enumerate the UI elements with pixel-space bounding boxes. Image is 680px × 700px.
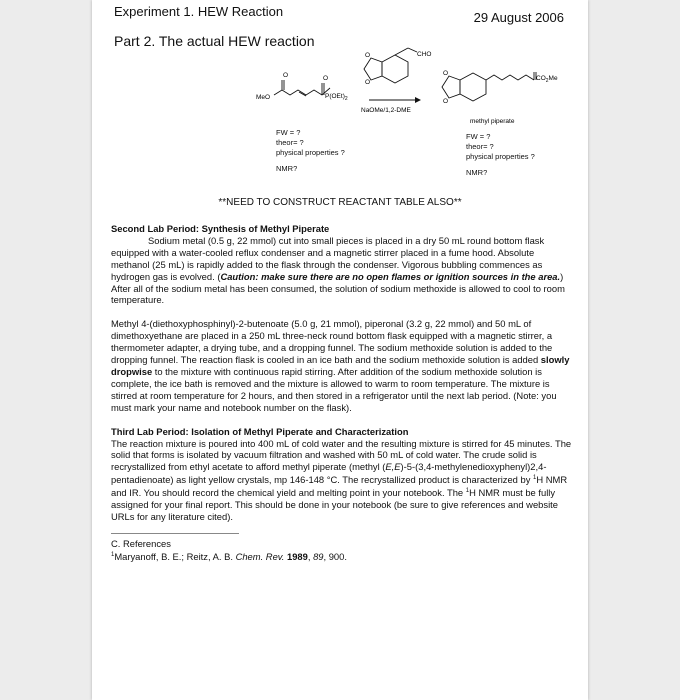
third-period-heading: Third Lab Period: Isolation of Methyl Piperate and Characterization (111, 425, 409, 437)
svg-text:O: O (365, 52, 371, 59)
aldehyde-cho: CHO (417, 51, 432, 58)
aldehyde-dioxole (364, 58, 382, 80)
paragraph-reaction-setup: Methyl 4-(diethoxyphosphinyl)-2-butenoate (5.0 g, 21 mmol), piperonal (3.2 g, 22 mmol) and 50 mL of dimethoxyethane are placed in a 250 mL three-neck round bottom flask equipped with a magnetic stirrer, a thermometer adapter, a drying tube, and a dropping funnel. The sodium methoxide solution is added to the dropping funnel. The reaction flask is cooled in an ice bath and the sodium methoxide solution is added slowly dropwise to the mixture with continuous rapid stirring. After addition of the sodium methoxide solution is complete, the ice bath is removed and the mixture is allowed to warm to room temperature. The mixture is stirred at room temperature for 2 hours, and then stored in a refrigerator until the next lab period. (Note: you must mark your name and notebook number on the flask). (111, 318, 570, 413)
svg-text:O: O (443, 98, 449, 105)
product-name: methyl piperate (470, 118, 515, 125)
reactant-table-note: **NEED TO CONSTRUCT REACTANT TABLE ALSO** (218, 197, 462, 208)
experiment-title: Experiment 1. HEW Reaction (114, 4, 284, 19)
product-properties: FW = ? theor= ? physical properties ? NMR? (466, 132, 535, 177)
svg-text:O: O (443, 70, 449, 77)
reference-item: $^1$Maryanoff, B. E.; Reitz, A. B. Chem. Rev. 1989, 89, 900. (111, 551, 347, 563)
product-co2me: $CO_2Me$ (536, 75, 558, 84)
procedure-body (111, 223, 575, 563)
reactant-phosphonate: $P(OEt)_2$ (325, 93, 348, 102)
paragraph-sodium-methoxide: Sodium metal (0.5 g, 22 mmol) cut into small pieces is placed in a dry 50 mL round bottom flask equipped with a water-cooled reflux condenser and a magnetic stirrer placed in a fume hood. Absolute methanol (25 mL) is rapidly added to the flask through the condenser. Vigorous bubbling commences as hydrogen gas is evolved. (Caution: make sure there are no open flames or ignition sources in the area.) After all of the sodium metal has been consumed, the solution of sodium methoxide is allowed to cool to room temperature. (111, 234, 565, 306)
reactant-properties: FW = ? theor= ? physical properties ? NMR? (276, 128, 345, 173)
svg-text:O: O (365, 79, 371, 86)
paragraph-isolation: The reaction mixture is poured into 400 mL of cold water and the resulting mixture is stirred for 45 minutes. The solid that forms is isolated by vacuum filtration and washed with 50 mL of cold water. The crude solid is recrystallized from ethyl acetate to afford methyl piperate (methyl (E,E)-5-(3,4-methylenedioxyphenyl)2,4-pentadienoate) as light yellow crystals, mp 146-148 °C. The recrystallized product is characterized by $^1$H NMR and IR. You should record the chemical yield and melting point in your notebook. The $^1$H NMR must be fully assigned for your final report. This should be done in your notebook (be sure to give references and website URLs for any literature cited). (111, 437, 572, 523)
product-dioxole (442, 76, 460, 98)
reactant-meo: MeO (256, 94, 271, 101)
product-chain (486, 75, 534, 80)
aldehyde-ring (382, 55, 408, 83)
svg-text:O: O (283, 72, 289, 79)
reference-divider (111, 533, 239, 534)
references-heading: C. References (111, 538, 171, 550)
references-section (111, 533, 575, 563)
date: 29 August 2006 (473, 10, 564, 25)
svg-text:O: O (323, 75, 329, 82)
document-page (92, 0, 588, 700)
second-period-heading: Second Lab Period: Synthesis of Methyl Piperate (111, 223, 330, 234)
product-ring (460, 73, 486, 101)
conditions-label: NaOMe/1,2-DME (361, 107, 411, 114)
part-title: Part 2. The actual HEW reaction (114, 33, 315, 49)
